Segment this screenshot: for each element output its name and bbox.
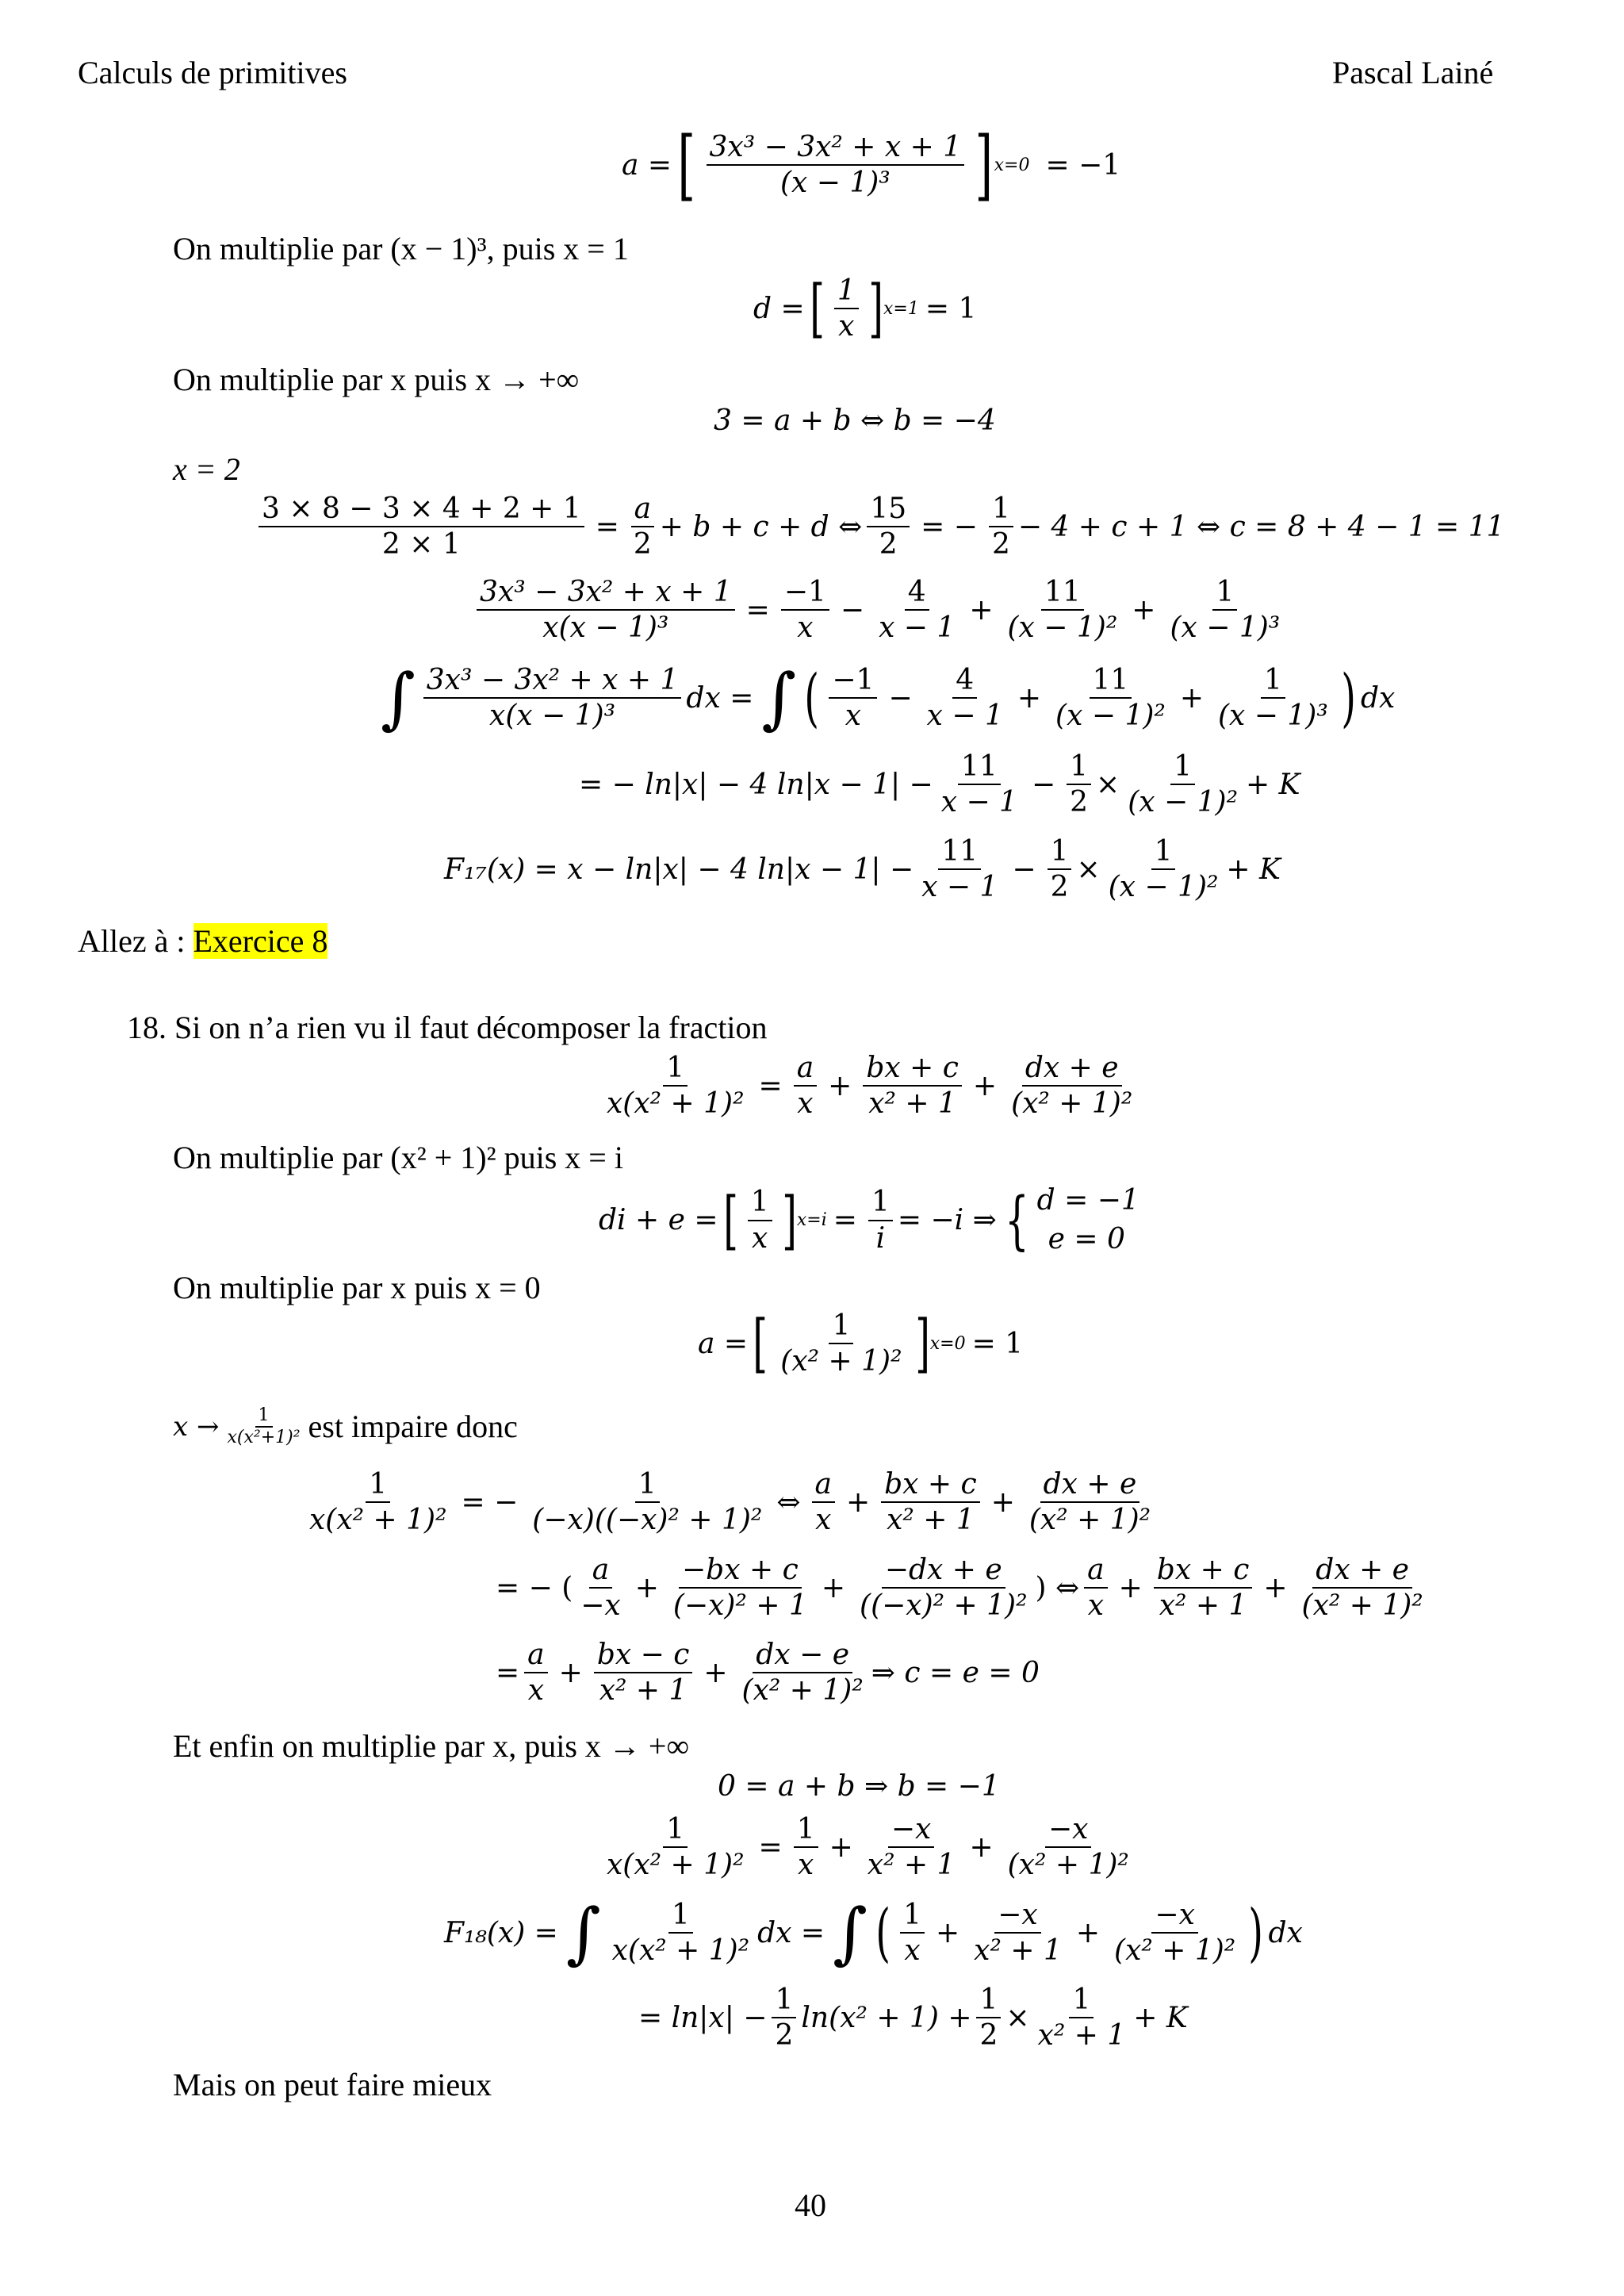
equation-x2: $\frac{3 \times 8 - 3 \times 4 + 2 + 1}{2 \times 1}$ = $\frac{a}{2}$ + b + c + d ⇔ $\frac{15}{2}$ = − $\frac{1}{2}$ − 4 + c + 1 ⇔ c = 8 + 4 − 1 = 11: [254, 492, 1504, 562]
text-line: Mais on peut faire mieux: [173, 2067, 492, 2102]
equation-d-value: d = [ 1 x ] x=1 = 1: [753, 271, 977, 346]
header-right: Pascal Lainé: [1332, 55, 1494, 90]
exercice-8-link[interactable]: Exercice 8: [193, 923, 328, 959]
equation-decomposition: $\frac{\text{3x³ − 3x² + x + 1}}{\text{x(x − 1)³}}$ = $\frac{-1}{x}$ − $\frac{4}{x - 1}$ + $\frac{11}{\text{(x − 1)²}}$ + $\frac{1}{\text{(x − 1)³}}$: [472, 575, 1288, 645]
text-line: Et enfin on multiplie par x, puis x → +∞: [173, 1728, 689, 1764]
item-18-heading: 18. Si on n’a rien vu il faut décomposer la fraction: [127, 1010, 768, 1045]
fraction: 3x³ − 3x² + x + 1 (x − 1)³: [707, 130, 965, 200]
equation-parity-1: $\frac{1}{\text{x(x² + 1)²}}$ = − $\frac{1}{\text{(−x)((−x)² + 1)²}}$ ⇔ a x + $\frac{bx + c}{\text{x² + 1}}$ + $\frac{dx + e}{\text{(x² + 1)²}}$: [309, 1468, 1151, 1537]
allez-line: Allez à : Exercice 8: [78, 923, 328, 959]
equation-di-e: di + e = [ 1 x ] x=i = $\frac{1}{i}$ = −i ⇒ { d = −1 e = 0: [599, 1182, 1139, 1259]
bracket-right: ]: [975, 121, 994, 209]
system-brace: { d = −1 e = 0: [1004, 1183, 1139, 1258]
equation-parity-3: = $\frac{a}{x}$ + $\frac{bx - c}{\text{x² + 1}}$ + $\frac{dx - e}{\text{(x² + 1)²}}$ ⇒ c = e = 0: [496, 1639, 1040, 1708]
text-line: x = 2: [173, 451, 240, 487]
equation-b18: 0 = a + b ⇒ b = −1: [718, 1770, 1000, 1803]
header-left: Calculs de primitives: [78, 55, 347, 90]
equation-f18-result: = ln|x| − $\frac{1}{2}$ ln(x² + 1) + $\frac{1}{2}$ × $\frac{1}{\text{x² + 1}}$ + K: [638, 1984, 1188, 2053]
equation-a18: a = [ 1 (x² + 1)² ] x=0 = 1: [698, 1306, 1024, 1381]
equation-parity-2: = − ( a −x + $\frac{-bx + c}{\text{(−x)² + 1}}$ + $\frac{-dx + e}{\text{((−x)² + 1)²}}$ ) ⇔ a x + $\frac{bx + c}{\text{x² + 1}}$ + $\frac{dx + e}{\text{(x² + 1)²}}$: [496, 1554, 1423, 1623]
equation-final-decomp: $\frac{1}{\text{x(x² + 1)²}}$ = $\frac{1}{x}$ + $\frac{-x}{\text{x² + 1}}$ + $\frac{-x}{\text{(x² + 1)²}}$: [607, 1813, 1129, 1882]
equation-f18: F₁₈(x) = ∫ 1 x(x² + 1)² dx = ∫ ( 1 x + $\frac{-x}{\text{x² + 1}}$ + $\frac{-x}{\text{(x² + 1)²}}$ ) dx: [444, 1894, 1303, 1972]
text-line: On multiplie par (x² + 1)² puis x = i: [173, 1140, 623, 1175]
page-number: 40: [795, 2187, 826, 2223]
odd-function-line: x → 1 x(x²+1)² est impaire donc: [173, 1405, 518, 1448]
text-line: On multiplie par (x − 1)³, puis x = 1: [173, 231, 629, 266]
equation-integral-17: ∫ 3x³ − 3x² + x + 1 x(x − 1)³ dx = ∫ ( −1 x − $\frac{4}{x - 1}$ + $\frac{11}{\text{(x − 1)²}}$ + $\frac{1}{\text{(x − 1)³}}$ ) dx: [381, 659, 1396, 738]
bracket-left: [: [677, 121, 696, 209]
equation-a-value: a = [ 3x³ − 3x² + x + 1 (x − 1)³ ] x=0 = −1: [622, 121, 1121, 209]
equation-b-value: 3 = a + b ⇔ b = −4: [714, 404, 996, 437]
equation-f17: F₁₇(x) = x − ln|x| − 4 ln|x − 1| − $\frac{11}{x - 1}$ − $\frac{1}{2}$ × $\frac{1}{\text{(x − 1)²}}$ + K: [444, 835, 1281, 904]
equation-result-17: = − ln|x| − 4 ln|x − 1| − $\frac{11}{x - 1}$ − $\frac{1}{2}$ × $\frac{1}{\text{(x − 1)²}}$ + K: [579, 750, 1300, 819]
text-line: On multiplie par x puis x → +∞: [173, 362, 580, 397]
equation-decomp-18: $\frac{1}{\text{x(x² + 1)²}}$ = $\frac{a}{x}$ + $\frac{bx + c}{\text{x² + 1}}$ + $\frac{dx + e}{\text{(x² + 1)²}}$: [607, 1052, 1133, 1121]
text-line: On multiplie par x puis x = 0: [173, 1270, 541, 1305]
